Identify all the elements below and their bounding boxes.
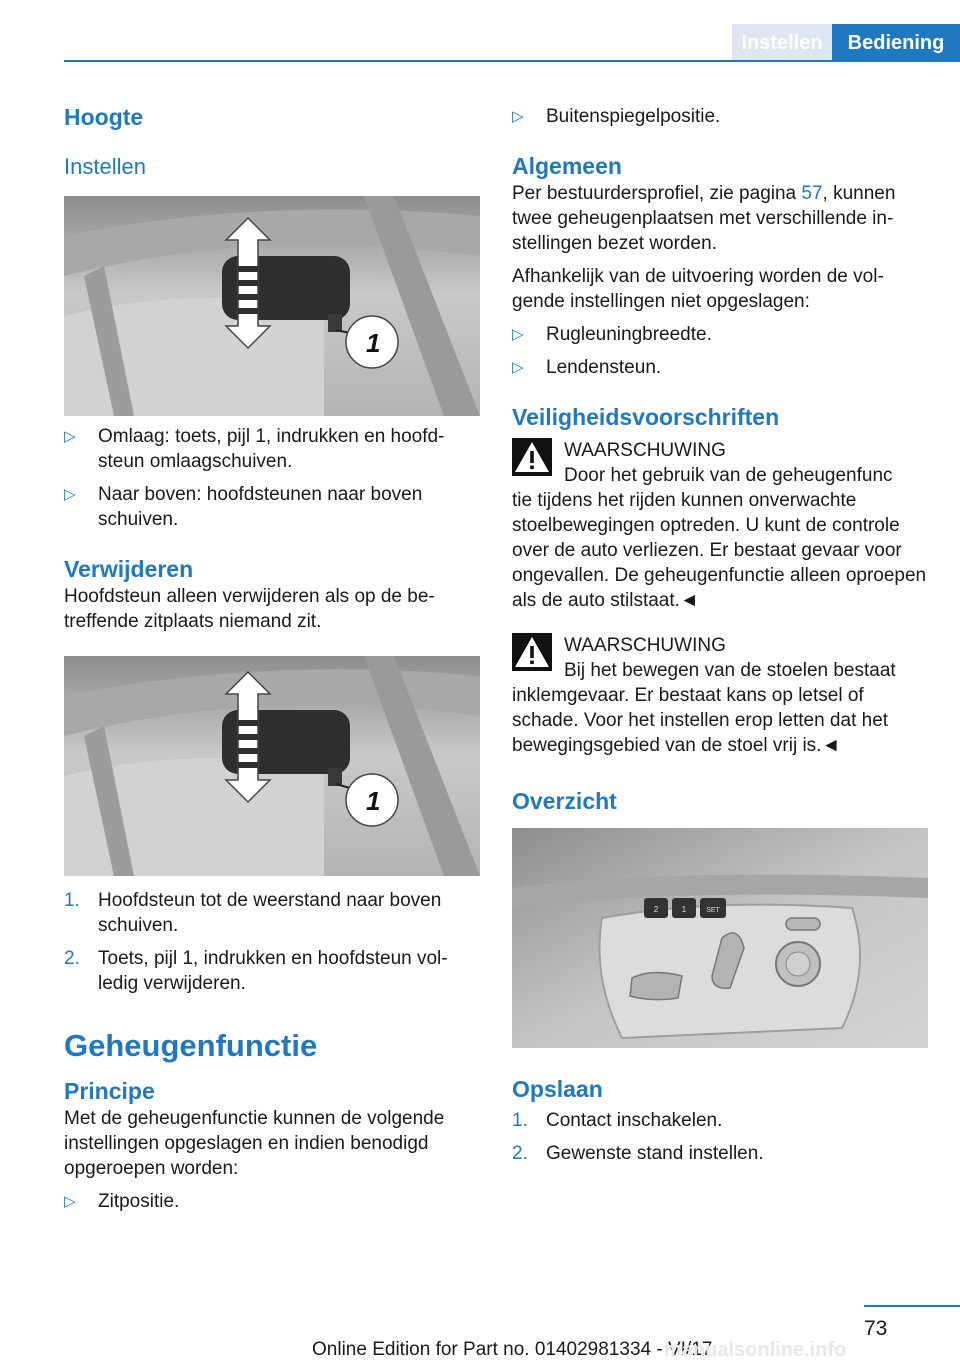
heading-veiligheidsvoorschriften: Veiligheidsvoorschriften xyxy=(512,404,780,430)
headrest-photo-2 xyxy=(64,656,480,876)
page-link-57[interactable]: 57 xyxy=(801,183,823,204)
footer-rule xyxy=(864,1305,960,1307)
right-column xyxy=(512,96,928,1166)
page-number: 73 xyxy=(864,1317,888,1340)
memory-button-set-label: SET xyxy=(706,907,720,914)
steps-opslaan xyxy=(512,1108,928,1166)
heading-overzicht: Overzicht xyxy=(512,788,617,814)
list-item: ▷ Buitenspiegelpositie. xyxy=(512,106,721,127)
watermark: manualsonline.info xyxy=(664,1339,847,1361)
triangle-bullet-icon: ▷ xyxy=(512,359,524,376)
headrest-photo-1 xyxy=(64,196,480,416)
warning-lead: Bij het bewegen van de stoelen bestaat xyxy=(564,660,896,681)
triangle-bullet-icon: ▷ xyxy=(64,486,76,503)
bullet-list-mirror xyxy=(512,104,928,129)
warning-block-1 xyxy=(512,438,928,613)
triangle-bullet-icon: ▷ xyxy=(512,108,524,125)
list-item: ▷ Lendensteun. xyxy=(512,357,662,378)
heading-opslaan: Opslaan xyxy=(512,1076,603,1102)
bullet-list-not-stored xyxy=(512,322,928,380)
warning-block-2 xyxy=(512,633,928,758)
arrow-label-1: 1 xyxy=(366,786,381,816)
warning-text: inklemgevaar. Er bestaat kans op letsel of schade. Voor het instellen erop letten dat het bewegingsgebied van de stoel vrij is.◄ xyxy=(512,685,889,756)
footer-edition: Online Edition for Part no. 01402981334 - VI/17 xyxy=(312,1339,713,1360)
warning-lead: Door het gebruik van de geheugenfunc xyxy=(564,465,893,486)
arrow-label-1: 1 xyxy=(366,328,381,358)
tab-instellen[interactable]: Instellen xyxy=(732,24,832,62)
heading-verwijderen: Verwijderen xyxy=(64,556,194,582)
memory-button-2-label: 2 xyxy=(653,905,659,914)
triangle-bullet-icon: ▷ xyxy=(512,326,524,343)
header-tabs xyxy=(732,24,960,62)
triangle-bullet-icon: ▷ xyxy=(64,428,76,445)
warning-triangle-icon xyxy=(512,633,552,671)
heading-geheugenfunctie: Geheugenfunctie xyxy=(64,1028,318,1063)
heading-instellen: Instellen xyxy=(64,154,146,179)
heading-algemeen: Algemeen xyxy=(512,153,622,179)
headrest-illustration-1 xyxy=(64,196,480,416)
afhankelijk-text: Afhankelijk van de uitvoering worden de volgende instellingen niet opgeslagen: xyxy=(512,266,884,312)
heading-hoogte: Hoogte xyxy=(64,104,144,130)
list-item: ▷ Naar boven: hoofdsteunen naar boven schuiven. xyxy=(64,484,423,530)
heading-principe: Principe xyxy=(64,1078,155,1104)
bullet-list-height xyxy=(64,424,480,532)
seat-controls-photo xyxy=(512,828,928,1048)
list-item: ▷ Omlaag: toets, pijl 1, indrukken en hoofdsteun omlaagschuiven. xyxy=(64,426,445,472)
warning-title: WAARSCHUWING xyxy=(564,635,726,656)
list-item: 2. Toets, pijl 1, indrukken en hoofdsteun volledig verwijderen. xyxy=(64,948,448,994)
header-rule xyxy=(64,60,960,62)
warning-title: WAARSCHUWING xyxy=(564,440,726,461)
list-item: 1. Hoofdsteun tot de weerstand naar boven schuiven. xyxy=(64,890,442,936)
list-item: ▷ Rugleuningbreedte. xyxy=(512,324,712,345)
list-item: ▷ Zitpositie. xyxy=(64,1191,180,1212)
steps-verwijderen xyxy=(64,888,480,996)
algemeen-text: Per bestuurdersprofiel, zie pagina 57, kunnen twee geheugenplaatsen met verschillende instellingen bezet worden. xyxy=(512,183,896,254)
left-column xyxy=(64,96,480,1214)
verwijderen-text: Hoofdsteun alleen verwijderen als op de betreffende zitplaats niemand zit. xyxy=(64,586,435,632)
warning-text: tie tijdens het rijden kunnen onverwachte stoelbewegingen optreden. U kunt de controle over de auto verliezen. Er bestaat gevaar voor ongevallen. De geheugenfunctie alleen oproepen als de auto stilstaat.◄ xyxy=(512,490,927,611)
bullet-list-memory xyxy=(64,1189,480,1214)
tab-bediening[interactable]: Bediening xyxy=(832,24,960,62)
triangle-bullet-icon: ▷ xyxy=(64,1193,76,1210)
principe-text: Met de geheugenfunctie kunnen de volgende instellingen opgeslagen en indien benodigd opgeroepen worden: xyxy=(64,1108,445,1179)
seat-controls-illustration xyxy=(512,828,928,1048)
headrest-illustration-2 xyxy=(64,656,480,876)
list-item: 1. Contact inschakelen. xyxy=(512,1110,723,1131)
memory-button-1-label: 1 xyxy=(681,905,687,914)
list-item: 2. Gewenste stand instellen. xyxy=(512,1143,764,1164)
warning-triangle-icon xyxy=(512,438,552,476)
